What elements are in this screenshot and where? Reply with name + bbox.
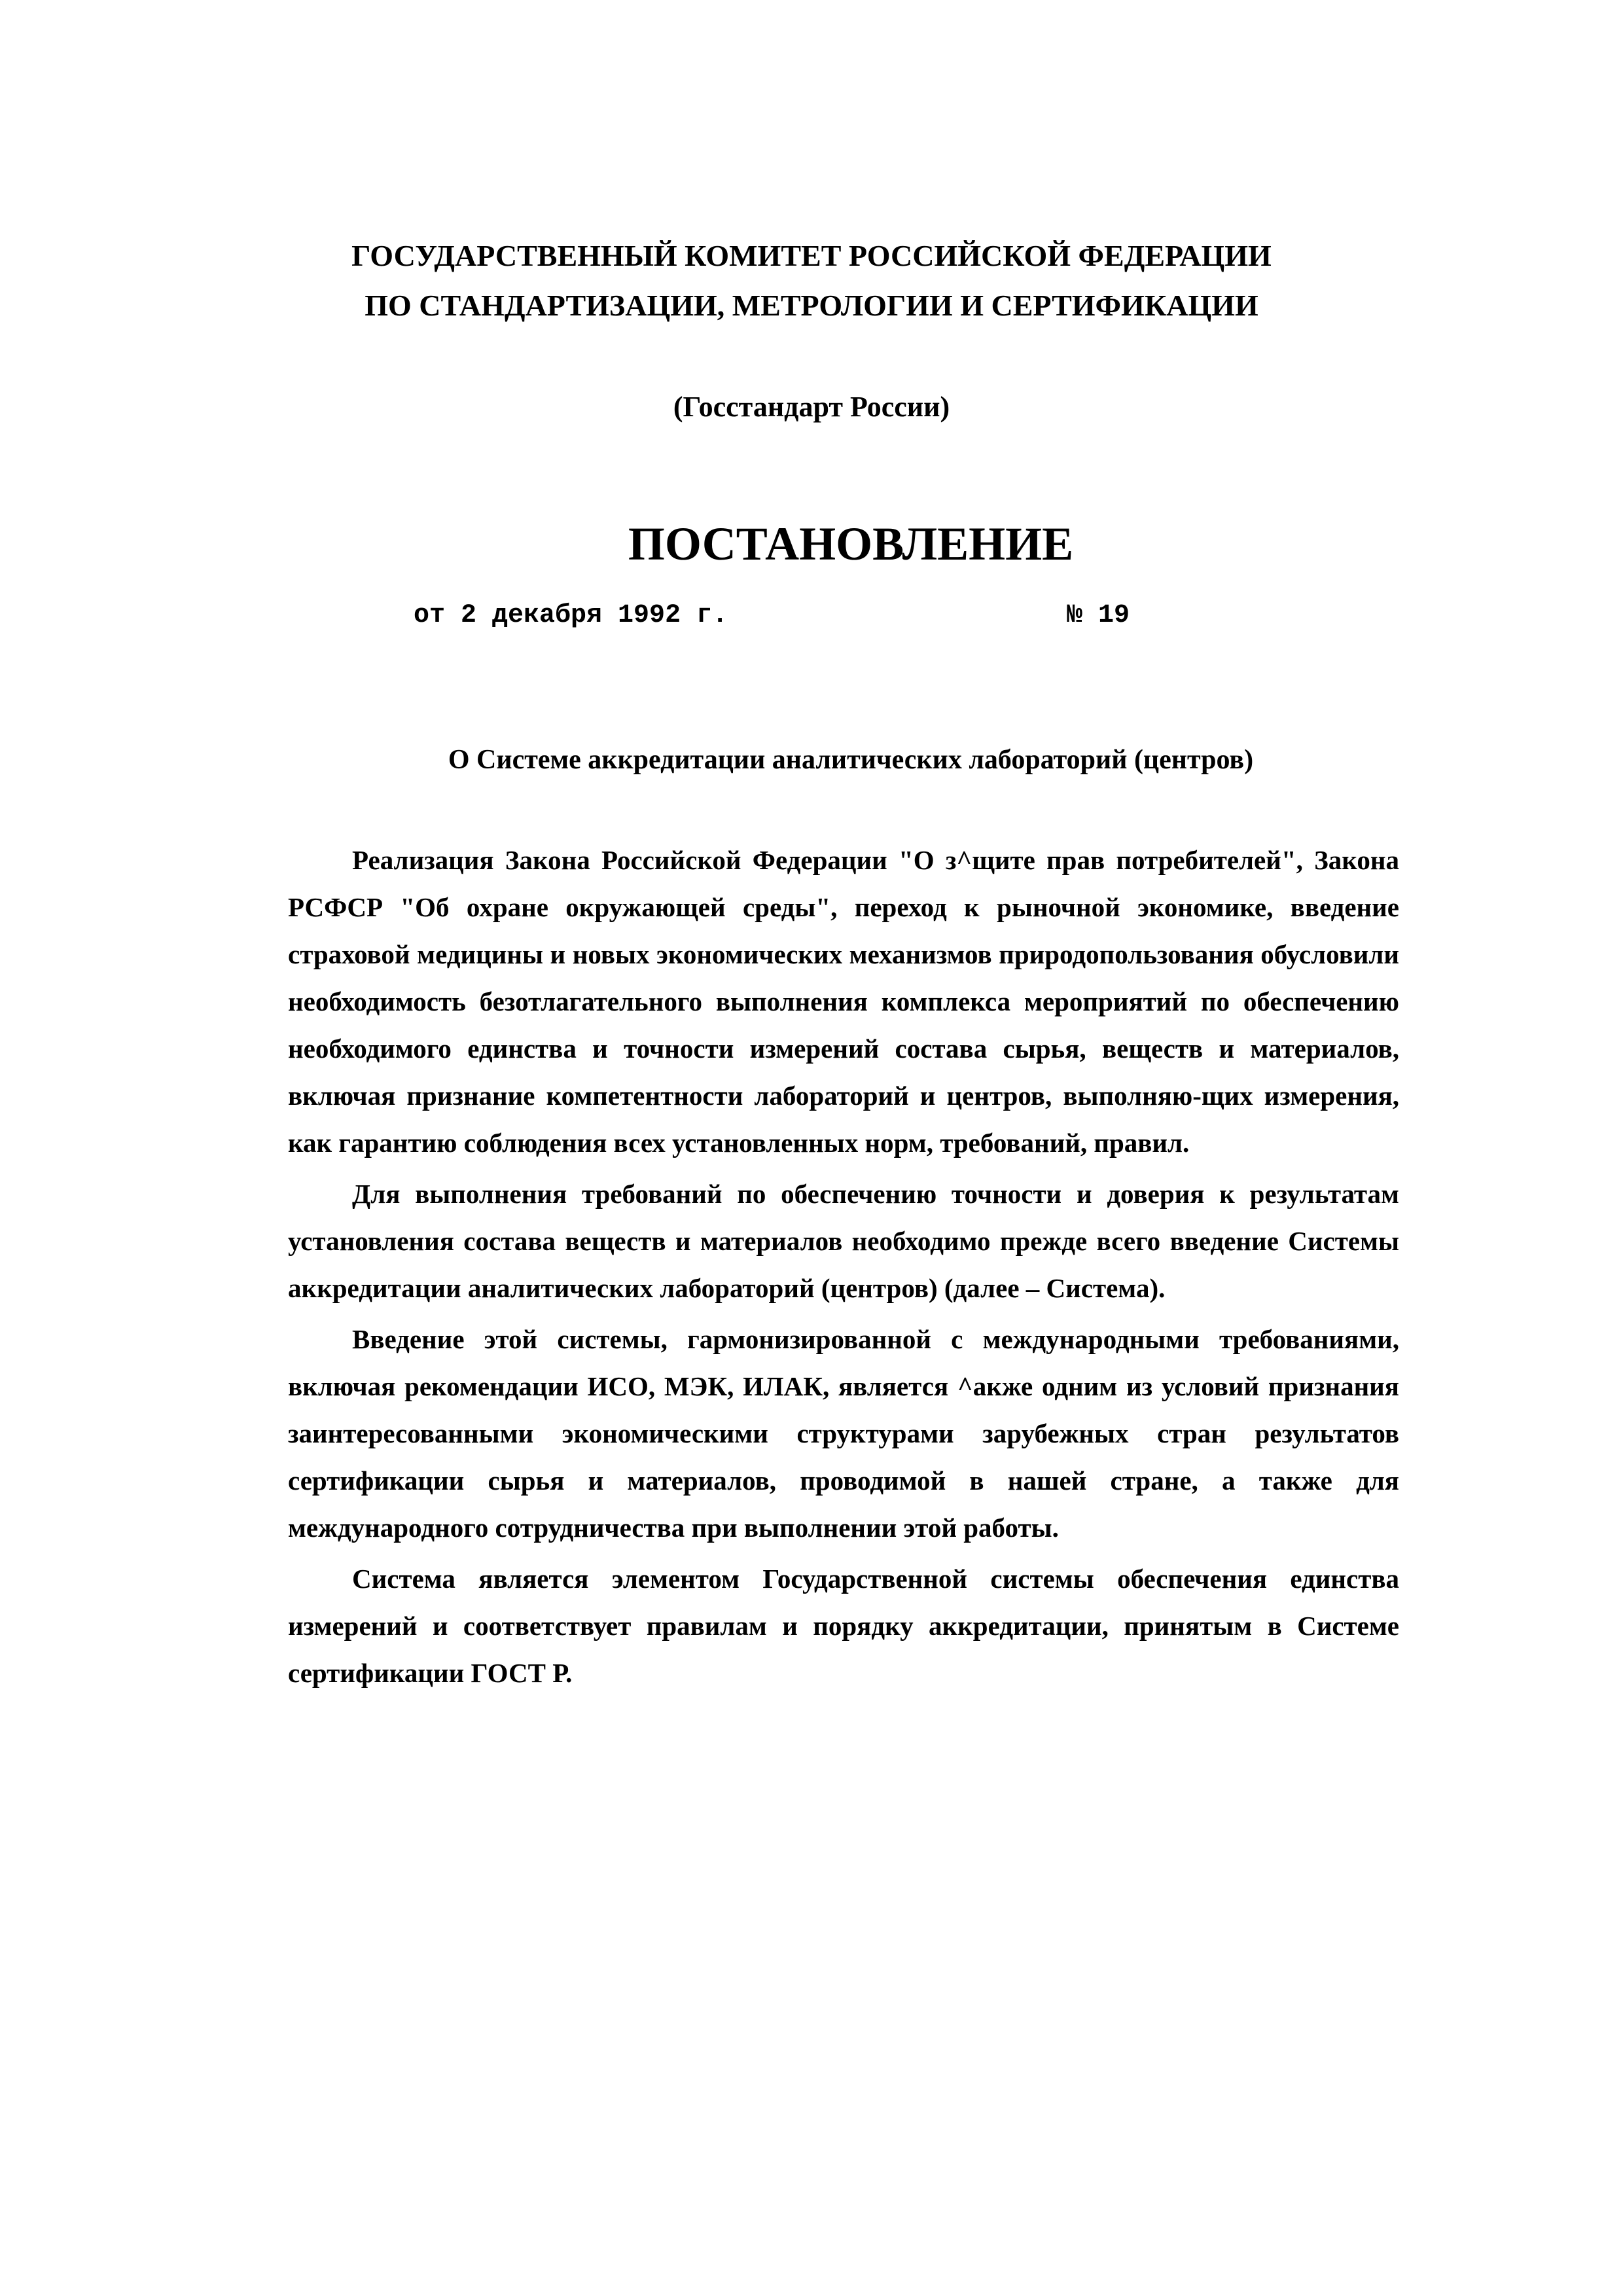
body-paragraph: Для выполнения требований по обеспечению точности и доверия к результатам установления состава веществ и материалов необходимо прежде всего введение Системы аккредитации аналитических лабораторий (центров) (далее – Система). [288, 1179, 1399, 1303]
organization-name-line-1: ГОСУДАРСТВЕННЫЙ КОМИТЕТ РОССИЙСКОЙ ФЕДЕРАЦИИ [351, 239, 1272, 272]
organization-name-line-2: ПО СТАНДАРТИЗАЦИИ, МЕТРОЛОГИИ И СЕРТИФИКАЦИИ [365, 289, 1258, 322]
organization-abbreviation: (Госстандарт России) [673, 391, 950, 423]
document-type-title: ПОСТАНОВЛЕНИЕ [628, 518, 1074, 570]
document-meta-row [0, 601, 1623, 640]
body-paragraph: Реализация Закона Российской Федерации "О з^щите прав потребителей", Закона РСФСР "Об охране окружающей среды", переход к рыночной экономике, введение страховой медицины и новых экономических механизмов природопользования обусловили необходимость безотлагательного выполнения комплекса мероприятий по обеспечению необходимого единства и точности измерений состава сырья, веществ и материалов, включая признание компетентности лабораторий и центров, выполняю-щих измерения, как гарантию соблюдения всех установленных норм, требований, правил. [288, 845, 1399, 1158]
document-subject: О Системе аккредитации аналитических лабораторий (центров) [448, 745, 1254, 775]
document-number: № 19 [1067, 601, 1130, 630]
document-date: от 2 декабря 1992 г. [414, 601, 728, 630]
body-paragraph: Введение этой системы, гармонизированной с международными требованиями, включая рекомендации ИСО, МЭК, ИЛАК, является ^акже одним из условий признания заинтересованными экономическими структурами зарубежных стран результатов сертификации сырья и материалов, проводимой в нашей стране, а также для международного сотрудничества при выполнении этой работы. [288, 1324, 1399, 1543]
document-body [288, 836, 1399, 1700]
body-paragraph: Система является элементом Государственной системы обеспечения единства измерений и соответствует правилам и порядку аккредитации, принятым в Системе сертификации ГОСТ Р. [288, 1564, 1399, 1688]
